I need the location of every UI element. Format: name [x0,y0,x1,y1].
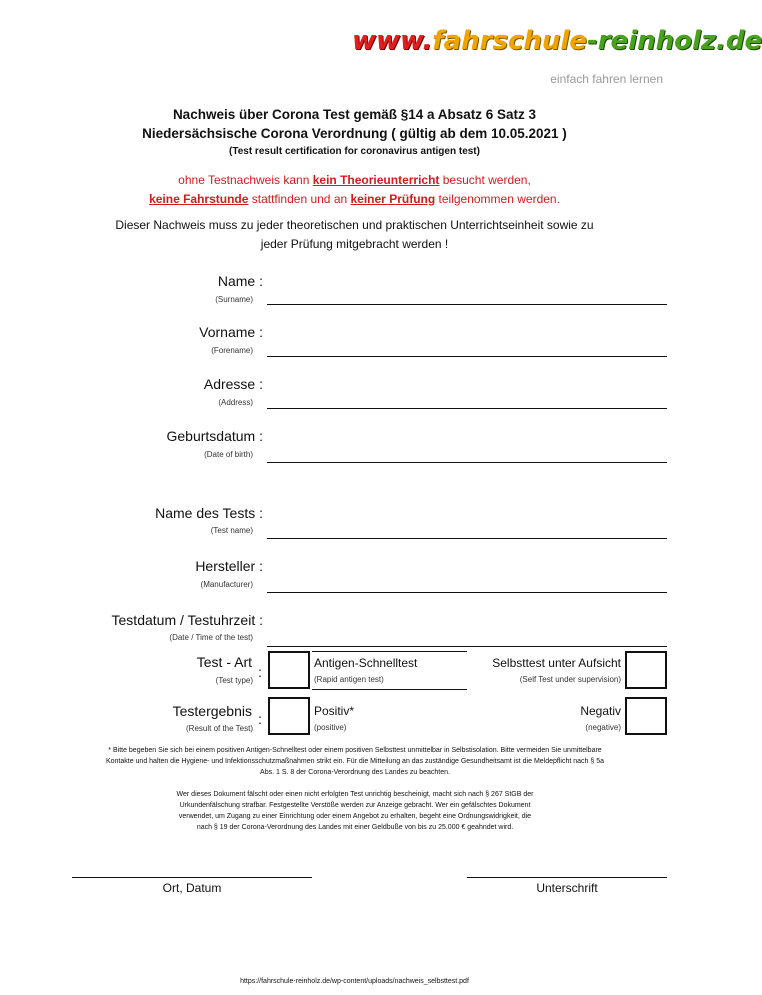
vorname-label: Vorname : [199,324,263,340]
testname-label: Name des Tests : [155,505,263,521]
adresse-field[interactable] [267,408,667,409]
antigen-test-label: Antigen-Schnelltest [314,656,418,670]
name-sublabel: (Surname) [215,295,253,304]
signature-label: Unterschrift [536,881,598,895]
testdatum-field[interactable] [267,646,667,647]
antigen-test-sublabel: (Rapid antigen test) [314,675,384,684]
legal-notice: Wer dieses Dokument fälscht oder einen nicht erfolgten Test unrichtig bescheinigt, macht sich nach § 267 StGB der Urkundenfälschung strafbar. Festgestellte Verstöße werden zur Anzeige gebracht. Wer ein gefälschtes Dokument verwendet, um Zugang zu einer Einrichtung oder einem Angebot zu erhalten, begeht eine Ordnungswidrigkeit, die nach § 19 der Corona-Verordnung des Landes mit einer Geldbuße von bis zu 25.000 € geahndet wird. [176,791,534,831]
testergebnis-sublabel: (Result of the Test) [186,724,253,733]
adresse-label: Adresse : [203,376,263,392]
name-field[interactable] [267,304,667,305]
document-subtitle: (Test result certification for coronavirus antigen test) [229,146,480,157]
positiv-sublabel: (positive) [314,723,347,732]
test-art-top-rule [312,651,467,652]
test-art-colon: : [258,664,262,680]
geburtsdatum-label: Geburtsdatum : [166,428,263,444]
place-date-label: Ort, Datum [162,881,222,895]
hersteller-field[interactable] [267,592,667,593]
name-label: Name : [217,273,263,289]
negativ-sublabel: (negative) [585,723,621,732]
site-logo: www.fahrschule-reinholz.de [352,26,762,56]
selbsttest-checkbox[interactable] [625,651,667,689]
testname-field[interactable] [267,538,667,539]
vorname-field[interactable] [267,356,667,357]
testdatum-label: Testdatum / Testuhrzeit : [111,612,263,628]
selbsttest-sublabel: (Self Test under supervision) [519,675,621,684]
selbsttest-label: Selbsttest unter Aufsicht [492,656,621,670]
adresse-sublabel: (Address) [218,398,253,407]
geburtsdatum-field[interactable] [267,462,667,463]
hersteller-sublabel: (Manufacturer) [200,580,253,589]
warning-line1: ohne Testnachweis kann kein Theorieunterricht besucht werden, [178,173,531,187]
testname-sublabel: (Test name) [210,526,253,535]
test-art-sublabel: (Test type) [215,676,253,685]
negativ-checkbox[interactable] [625,697,667,735]
testdatum-sublabel: (Date / Time of the test) [169,633,253,642]
testergebnis-colon: : [258,711,262,727]
source-url: https://fahrschule-reinholz.de/wp-content/uploads/nachweis_selbsttest.pdf [240,978,469,985]
vorname-sublabel: (Forename) [211,346,253,355]
logo-tagline: einfach fahren lernen [550,72,663,86]
place-date-field[interactable] [72,877,312,878]
info-line2: jeder Prüfung mitgebracht werden ! [260,237,449,251]
document-title-line2: Niedersächsische Corona Verordnung ( gültig ab dem 10.05.2021 ) [142,126,567,141]
signature-field[interactable] [467,877,667,878]
document-title: Nachweis über Corona Test gemäß §14 a Absatz 6 Satz 3 [172,107,537,122]
negativ-label: Negativ [580,704,621,718]
info-line1: Dieser Nachweis muss zu jeder theoretischen und praktischen Unterrichtseinheit sowie zu [115,218,594,232]
footnote: * Bitte begeben Sie sich bei einem positiven Antigen-Schnelltest oder einem positiven Selbsttest unmittelbar in Selbstisolation. Bitte vermeiden Sie unmittelbare Kontakte und halten die Hygiene- und Infektionsschutzmaßnahmen strikt ein. Für die Mitteilung an das zuständige Gesundheitsamt ist die Meldepflicht nach § 5a Abs. 1 S. 8 der Corona-Verordnung des Landes zu beachten. [105,747,605,776]
antigen-test-checkbox[interactable] [268,651,310,689]
positiv-checkbox[interactable] [268,697,310,735]
test-art-label: Test - Art [196,654,252,670]
warning-line2: keine Fahrstunde stattfinden und an keiner Prüfung teilgenommen werden. [149,192,560,206]
test-art-bottom-rule [312,689,467,690]
geburtsdatum-sublabel: (Date of birth) [204,450,253,459]
hersteller-label: Hersteller : [195,558,263,574]
positiv-label: Positiv* [314,704,355,718]
testergebnis-label: Testergebnis [172,703,252,719]
